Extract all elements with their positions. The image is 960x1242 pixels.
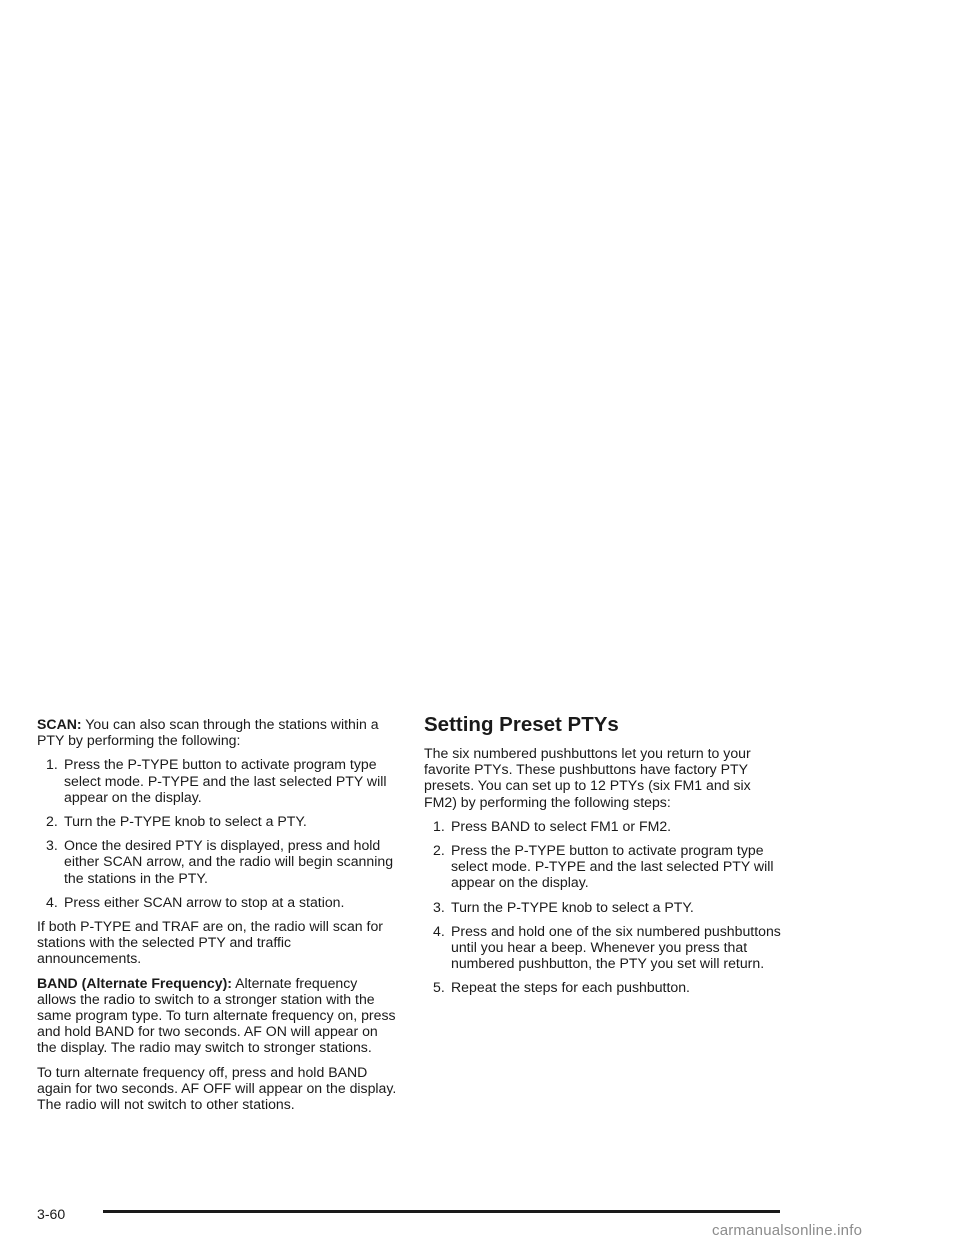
traf-paragraph: If both P-TYPE and TRAF are on, the radio will scan for stations with the selected PTY and traffic announcements. bbox=[37, 918, 383, 967]
right-column bbox=[424, 713, 786, 1004]
af-off-paragraph: To turn alternate frequency off, press and hold BAND again for two seconds. AF OFF will appear on the display. The radio will not switch to other stations. bbox=[37, 1063, 397, 1113]
list-item bbox=[37, 756, 397, 805]
list-item bbox=[424, 899, 786, 915]
list-item bbox=[37, 837, 397, 886]
list-item bbox=[424, 842, 786, 891]
list-item bbox=[424, 923, 786, 972]
left-column bbox=[37, 716, 397, 1120]
step-number: 3. bbox=[433, 898, 445, 915]
step-number: 4. bbox=[46, 893, 58, 910]
scan-text: You can also scan through the stations within a PTY by performing the following: bbox=[37, 716, 379, 749]
step-text: Press either SCAN arrow to stop at a station. bbox=[64, 893, 345, 910]
band-label: BAND (Alternate Frequency): bbox=[37, 974, 232, 991]
step-number: 1. bbox=[46, 756, 58, 773]
watermark: carmanualsonline.info bbox=[712, 1222, 863, 1239]
footer-divider bbox=[103, 1210, 780, 1213]
band-paragraph bbox=[37, 975, 397, 1056]
step-number: 2. bbox=[433, 842, 445, 859]
step-text: Repeat the steps for each pushbutton. bbox=[451, 979, 690, 996]
step-number: 3. bbox=[46, 837, 58, 854]
step-number: 5. bbox=[433, 979, 445, 996]
intro-paragraph: The six numbered pushbuttons let you return to your favorite PTYs. These pushbuttons have factory PTY presets. You can set up to 12 PTYs (six FM1 and six FM2) by performing the following steps: bbox=[424, 745, 751, 810]
step-text: Press the P-TYPE button to activate program type select mode. P-TYPE and the last selected PTY will appear on the display. bbox=[64, 756, 387, 805]
step-text: Press and hold one of the six numbered pushbuttons until you hear a beep. Whenever you press that numbered pushbutton, the PTY you set will return. bbox=[451, 922, 781, 972]
scan-steps-list bbox=[37, 756, 397, 910]
step-text: Turn the P-TYPE knob to select a PTY. bbox=[64, 813, 307, 830]
list-item bbox=[424, 818, 786, 834]
section-heading: Setting Preset PTYs bbox=[424, 713, 619, 736]
list-item bbox=[424, 979, 786, 995]
list-item bbox=[37, 813, 397, 829]
step-text: Once the desired PTY is displayed, press and hold either SCAN arrow, and the radio will begin scanning the stations in the PTY. bbox=[64, 837, 394, 886]
step-number: 1. bbox=[433, 817, 445, 834]
scan-label: SCAN: bbox=[37, 716, 82, 732]
step-text: Press the P-TYPE button to activate program type select mode. P-TYPE and the last selected PTY will appear on the display. bbox=[451, 842, 774, 891]
step-number: 2. bbox=[46, 813, 58, 830]
page-number: 3-60 bbox=[37, 1206, 66, 1222]
preset-steps-list bbox=[424, 818, 786, 996]
band-text: Alternate frequency allows the radio to switch to a stronger station with the same program type. To turn alternate frequency on, press and hold BAND for two seconds. AF ON will appear on the display. The radio may switch to stronger stations. bbox=[37, 974, 396, 1056]
step-text: Turn the P-TYPE knob to select a PTY. bbox=[451, 898, 694, 915]
scan-paragraph bbox=[37, 716, 397, 748]
list-item bbox=[37, 894, 397, 910]
step-text: Press BAND to select FM1 or FM2. bbox=[451, 817, 672, 834]
step-number: 4. bbox=[433, 922, 445, 939]
